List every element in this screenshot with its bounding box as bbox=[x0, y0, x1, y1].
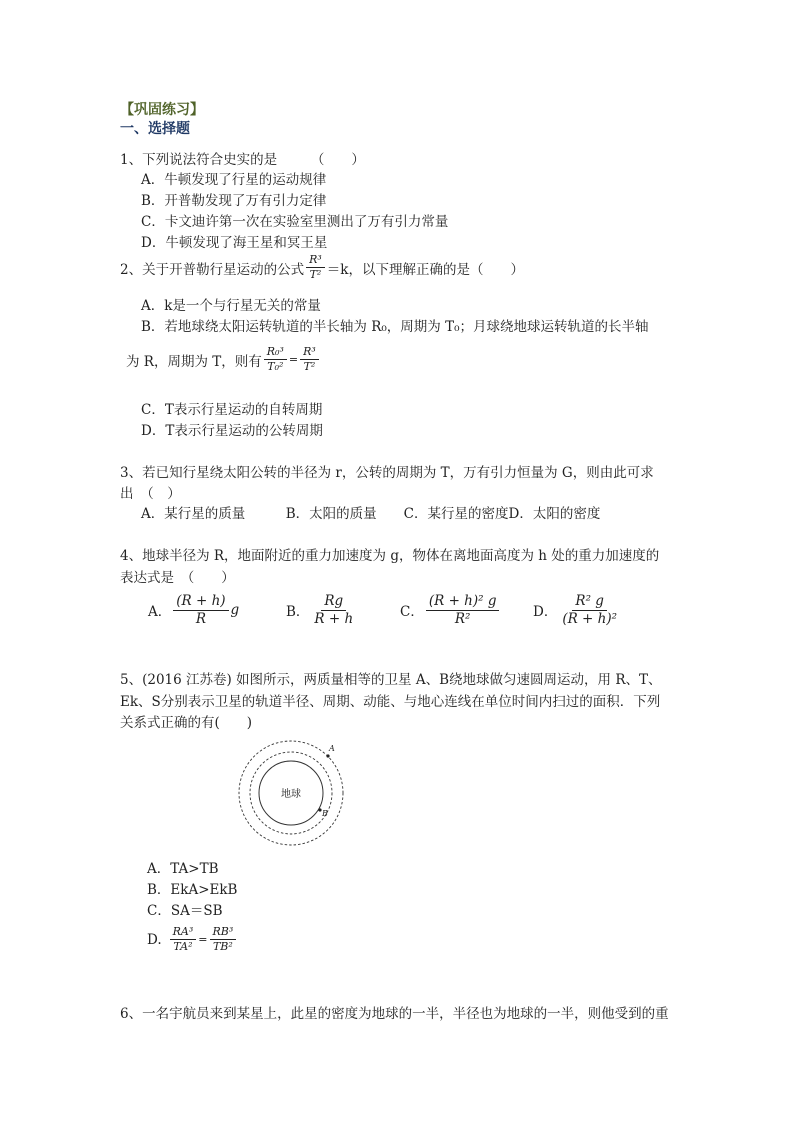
q2-formula bbox=[306, 254, 325, 281]
earth-label: 地球 bbox=[281, 789, 301, 800]
q2-b-left-den: T₀² bbox=[267, 360, 284, 374]
q4-a-label: A． bbox=[148, 604, 172, 621]
satellite-a bbox=[326, 754, 329, 757]
q1-option-a: A．牛顿发现了行星的运动规律 bbox=[141, 172, 327, 188]
q3-line2: 出 （ ） bbox=[120, 486, 181, 502]
q5-line3: 关系式正确的有( ) bbox=[120, 715, 253, 731]
q4-a-num: (R + h) bbox=[173, 594, 228, 611]
q2-option-b-line1: B．若地球绕太阳运转轨道的半长轴为 R₀，周期为 T₀；月球绕地球运转轨道的长半轴 bbox=[141, 319, 649, 335]
q4-c-label: C． bbox=[400, 604, 424, 621]
q1-stem: 1、下列说法符合史实的是 （ ） bbox=[120, 152, 365, 168]
q4-option-c bbox=[400, 594, 501, 627]
q4-line1: 4、地球半径为 R，地面附近的重力加速度为 g，物体在离地面高度为 h 处的重力加速度的 bbox=[120, 548, 660, 564]
q4-b-num: Rg bbox=[321, 594, 346, 611]
subsection-title: 一、选择题 bbox=[120, 121, 190, 137]
q2-option-b-pre: 为 R，周期为 T，则有 bbox=[126, 353, 262, 370]
q3-options: A．某行星的质量 B．太阳的质量 C．某行星的密度D．太阳的密度 bbox=[141, 506, 601, 522]
orbit-diagram bbox=[236, 738, 346, 848]
q5-d-left-den: TA² bbox=[173, 940, 193, 954]
q5-option-d bbox=[147, 926, 238, 953]
q5-d-left-num: RA³ bbox=[170, 926, 197, 940]
q4-line2: 表达式是 （ ） bbox=[120, 570, 235, 586]
q4-option-d bbox=[533, 594, 622, 627]
q1-option-d: D．牛顿发现了海王星和冥王星 bbox=[141, 235, 328, 251]
q6-line1: 6、一名宇航员来到某星上，此星的密度为地球的一半，半径也为地球的一半，则他受到的重 bbox=[120, 1006, 669, 1022]
q2-stem bbox=[120, 254, 524, 281]
q2-b-right-den: T² bbox=[303, 360, 316, 374]
q5-line2: Ek、S分别表示卫星的轨道半径、周期、动能、与地心连线在单位时间内扫过的面积．下列 bbox=[120, 694, 661, 710]
q4-a-den: R bbox=[195, 610, 206, 627]
q5-line1: 5、(2016 江苏卷) 如图所示，两质量相等的卫星 A、B绕地球做匀速圆周运动，用 R、T、 bbox=[120, 672, 662, 688]
q4-b-frac bbox=[311, 594, 356, 627]
q2-b-right-num: R³ bbox=[300, 346, 319, 360]
q2-option-b-frac-left bbox=[264, 346, 287, 373]
q5-d-frac-left bbox=[170, 926, 197, 953]
q4-d-num: R² g bbox=[572, 594, 607, 611]
q5-d-eq: = bbox=[198, 933, 208, 947]
q1-option-b: B．开普勒发现了万有引力定律 bbox=[141, 193, 327, 209]
satellite-a-label: A bbox=[329, 744, 335, 753]
q5-option-c: C．SA＝SB bbox=[147, 903, 223, 919]
satellite-b-label: B bbox=[322, 809, 328, 818]
q2-stem-post: ＝k，以下理解正确的是（ ） bbox=[326, 261, 524, 278]
q4-c-num: (R + h)² g bbox=[426, 594, 500, 611]
q2-b-left-num: R₀³ bbox=[264, 346, 287, 360]
q4-c-den: R² bbox=[454, 610, 471, 627]
q4-option-a bbox=[148, 594, 239, 627]
q3-line1: 3、若已知行星绕太阳公转的半径为 r，公转的周期为 T，万有引力恒量为 G，则由此可求 bbox=[120, 465, 654, 481]
q2-option-d: D．T表示行星运动的公转周期 bbox=[141, 423, 323, 439]
q4-option-b bbox=[286, 594, 358, 627]
q1-option-c: C．卡文迪许第一次在实验室里测出了万有引力常量 bbox=[141, 214, 449, 230]
q4-b-den: R + h bbox=[314, 610, 354, 627]
q5-option-b: B．EkA>EkB bbox=[147, 882, 238, 898]
q2-stem-pre: 2、关于开普勒行星运动的公式 bbox=[120, 261, 305, 278]
q5-d-right-num: RB³ bbox=[210, 926, 237, 940]
q5-d-right-den: TB² bbox=[212, 940, 233, 954]
section-title: 【巩固练习】 bbox=[120, 102, 204, 118]
q4-d-frac bbox=[559, 594, 620, 627]
q4-a-frac bbox=[173, 594, 228, 627]
q2-option-b-eq: = bbox=[288, 353, 299, 367]
q2-option-b-line2 bbox=[126, 346, 321, 373]
q2-formula-den: T² bbox=[309, 268, 322, 282]
q4-c-frac bbox=[426, 594, 500, 627]
q2-option-b-frac-right bbox=[300, 346, 319, 373]
q2-option-c: C．T表示行星运动的自转周期 bbox=[141, 402, 323, 418]
q2-formula-num: R³ bbox=[306, 254, 325, 268]
q5-d-frac-right bbox=[210, 926, 237, 953]
q5-d-label: D. bbox=[147, 931, 162, 948]
q4-a-suffix: g bbox=[230, 602, 240, 619]
q4-d-den: (R + h)² bbox=[562, 610, 618, 627]
q4-d-label: D． bbox=[533, 604, 558, 621]
q5-option-a: A．TA>TB bbox=[147, 861, 219, 877]
q4-b-label: B． bbox=[286, 604, 310, 621]
q2-option-a: A．k是一个与行星无关的常量 bbox=[141, 298, 321, 314]
